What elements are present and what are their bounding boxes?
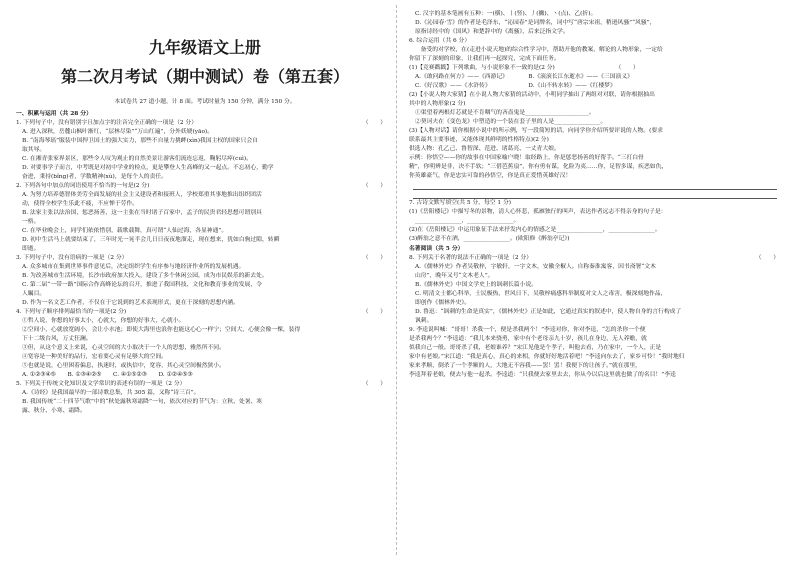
option: A.《儒林外史》作者吴敬梓，字敏轩，一字文木，安徽全椒人。自称秦淮寓客，因书斋署“文木 <box>415 264 656 270</box>
answer-blank-line[interactable] <box>413 181 777 190</box>
option: B.《儒林外史》中国文学史上的讽刺长篇小说。 <box>415 282 538 288</box>
question-9 <box>409 326 787 335</box>
option: C. 第二届“一带一路”国际合作高峰论坛的召开，推进了我国科技、文化和教育事业的发展，令 <box>22 282 262 288</box>
text-line: (2)在《岳阳楼记》中运用象征手法来抒发内心的情感之是________________，________________。 <box>409 227 661 233</box>
fill-line: ②契诃夫在《变色龙》中塑造的一个装在套子里的人是________________。 <box>415 119 607 125</box>
question-1 <box>16 119 394 128</box>
option: C. 在湘青张家界景区，那些令人叹为观止的自然美景让游客们流连忘返，鞠躬尽瘁(cuì)。 <box>22 156 252 162</box>
answer-paren: （ ） <box>755 255 779 261</box>
sentence-line: ④宽容是一种美好的品行，宏看要心灵有足够大的空间。 <box>22 354 167 360</box>
option: 原指诗经中的《国风》和楚辞中的《离骚》，后来泛指文学。 <box>415 29 569 35</box>
text-line: 李逵拜着老娘，便去与他一起杀。李逵道：“只我便去家里去去，你从今以后这里就也做了的名目！”李逵 <box>409 372 676 378</box>
question-2 <box>16 182 394 191</box>
title-line-2: 第二次月考试（期中测试）卷（第五套） <box>60 67 349 86</box>
question-1-stem: 1. 下列句子中，没有错别字且加点字的注音完全正确的一项是（2 分） <box>16 120 198 126</box>
answer-blank-line[interactable] <box>413 190 777 199</box>
answer-paren: （ ） <box>362 255 386 261</box>
option: B. 我国传统“二十四节气歌”中的“秋处露秋寒霜降”一句，依次对应的节气为：立秋、处暑、寒 <box>22 399 263 405</box>
section-heading-1: 一、积累与运用（共 28 分） <box>16 111 92 117</box>
option: D. 初中生活马上就要结束了，三年时光一晃半会儿日日夜夜地溜走，现在想来，犹如白驹过隙，转瞬 <box>22 237 280 243</box>
text-line: 备受的对学校，在(走进小说天地)的综合性学习中，帮助开他的教案，解论的人物形象，一定给 <box>409 47 663 53</box>
option: 露、秋分、小寒、霜降。 <box>22 408 86 414</box>
text-line: 似我自己一般。哥哥杀了我，老娘谁养？”宋江见他是个孝子，叫他去看，乃在家中，一个人，正是 <box>409 345 662 351</box>
option: D. 对要事学子而言，中考既是对初中学业的检点，更是攀登人生高峰的又一起点。不忘初心，勤学 <box>22 165 274 171</box>
answer-paren: （ ） <box>362 183 386 189</box>
text-line: 供选人物：孔乙己、鲁智深、范进、诸葛亮、一丈青大娘。 <box>409 146 560 152</box>
option: 动，使得全校学生乐此不疲，不应惮于劳作。 <box>22 201 138 207</box>
text-line: 家来孝顺，倒杀了一个孝顺的人，大地无不容我——罢！罢！我便下的让孩子。”就在那里， <box>409 363 641 369</box>
option: A.《敢问路在何方》——《西游记》 B.《滚滚长江东逝水》——《三国演义》 <box>415 74 633 80</box>
text-line: 精”，你明辨是非，决不手软；“三借芭蕉扇”，你有勇有谋，化险为夷……你，足智多谋，疾恶如仇， <box>409 164 668 170</box>
option: D. 鲁迅：“讽刺的生命是真实”，《儒林外史》正是如此，它通过真实的叙述中，使人物自身的言行构成了 <box>415 309 682 315</box>
option: C.《好汉歌》——《水浒传》 D.《山不转水转》——《红楼梦》 <box>415 83 616 89</box>
option: A. ①②③④⑤ B. ①③④②⑤ C. ④①⑤②③ D. ①②④⑤③ <box>22 372 193 378</box>
answer-paren: （ ） <box>362 381 386 387</box>
left-column <box>16 10 394 416</box>
option: 山房”，晚年又号“文木老人”。 <box>415 273 494 279</box>
option: A. 进入深秋，岳麓山枫叶渐红，“层林尽染”“万山红遍”，分外妖娆(yāo)。 <box>22 129 213 135</box>
option: 即创作《儒林外史》。 <box>415 300 471 306</box>
option: 一格。 <box>22 219 40 225</box>
title-line-1: 九年级语文上册 <box>148 38 261 57</box>
option: C. 在毕业晚会上，同学们依依惜别，载歌载舞，真可谓“人仙过海，各显神通”。 <box>22 228 228 234</box>
question-5 <box>16 380 394 389</box>
text-line: 你留下了深刻的印象，让我们再一起探究，完成下面任务。 <box>409 56 560 62</box>
option: B. 法家主张以法治国，惩恶扬善，这一主张在当时诸子百家中，孟子的民贵君轻思想可谓别具 <box>22 210 262 216</box>
option: A.《诗经》是我国最早的一部诗歌总集，共 305 篇，又称“诗三百”。 <box>22 390 200 396</box>
sentence-line: 下十二级台风，万丈狂澜。 <box>22 336 92 342</box>
question-7-stem: 7. 古诗文默写填空(共 5 分，每空 1 分) <box>409 200 512 206</box>
text-line: 是杀我两个？”李逵道：“我儿本来骁勇，家中有个老母亲九十岁，孩儿在身边，无人养赡，就 <box>409 336 647 342</box>
question-6-stem: 6. 综合运用（共 6 分） <box>409 38 471 44</box>
option: 奋进，秉持(bǐng)者，学数精神(xù)，是每个人的责任。 <box>22 174 167 180</box>
answer-paren: （ ） <box>362 120 386 126</box>
option: 讽刺。 <box>415 318 433 324</box>
option: B. 为改善城市生活环境，长沙市政府加大投入，建设了多个休闲公园，成为市民娱乐的新去处。 <box>22 273 268 279</box>
text-line: 家中有老娘。”宋江道：“我是真心，真心的来相，你就好好地活着吧！”李逵向东去了，家乡可怜！“我时地归 <box>409 354 685 360</box>
sentence-line: ③但，从这个意义上来说，心灵空间的大小取决于一个人的思想，雅然所不同。 <box>22 345 225 351</box>
text-line: 联系最其主要事迹，又能体现其鲜明的性格特点)(2 分) <box>409 137 549 143</box>
question-2-stem: 2. 下列各句中加点的词语使用不恰当的一句是(2 分) <box>16 183 150 189</box>
question-7 <box>409 199 787 208</box>
fill-line: ①渠望着两根灯芯就是不肯咽气的吝啬鬼是______________________。 <box>415 110 595 116</box>
option: 人瞩目。 <box>22 291 46 297</box>
option: 取其辱。 <box>22 147 46 153</box>
section-heading-reading: 名著阅读（共 5 分） <box>409 246 464 252</box>
option: D.《沁园春·雪》的作者是毛泽东，“沁园春”是词牌名，词中写“唐宗宋祖，稍逊风骚”“风骚”， <box>415 20 656 26</box>
option: 即逝。 <box>22 246 40 252</box>
option: C. 汉字的基本笔画有五种：一(横)、丨(竖)、丿(撇)、丶(点)、乙(折)。 <box>415 11 597 17</box>
option: A. 众多城市在集到世界事件意见后，决定组织学生有序参与地经济作业所的发展机遇。 <box>22 264 245 270</box>
text-line: 其中的人物形象(2 分) <box>409 101 466 107</box>
question-3 <box>16 254 394 263</box>
option: D. 作为一名文艺工作者，不仅在于它说到的艺术表现形式，更在于深刻的思想内涵。 <box>22 300 239 306</box>
text-line: (3)【人物对话】请你根据小说中的所示例，写一段简短的话，向同学你介绍所要评说的人物。(要求 <box>409 128 663 134</box>
question-8 <box>409 254 787 263</box>
question-8-stem: 8. 下列关于名著的说法不正确的一项是（2 分） <box>409 255 533 261</box>
question-9-stem: 9. 李逵说叫喊：“哥哥！杀我一个，便是杀我两个！”李逵对你，你对李逵，“怎的杀你一个便 <box>409 327 646 333</box>
question-4-stem: 4. 下列句子顺序排列最恰当的一项是(2 分) <box>16 309 127 315</box>
option: B. “南海琴瑶”服装中国捍卫国土的强大实力，那些不自量力挑衅(xìn)我国主权的国家只会自 <box>22 138 258 144</box>
text-line: 示例：你悟空——你的故事在中国家喻户晓！取经路上，你是惩恶扬善的好帮手。“三打白骨 <box>409 155 644 161</box>
text-line: 你英雄豪气，你是忠实可靠的孙悟空，你是真正爱惜英雄好汉！ <box>409 173 572 179</box>
question-5-stem: 5. 下列关于传统文化知识及文学常识的表述有误的一项是（2 分） <box>16 381 186 387</box>
option: C. 明清文士都心科举，士民极热，世风日下，吴敬梓痛感科举制度对文人之毒害，极深刻地作品， <box>415 291 667 297</box>
right-column <box>409 10 787 380</box>
option: A. 为努力培养德智体美劳全面发展的社会主义建设者和接班人，学校郑重其事地推出组织团活 <box>22 192 262 198</box>
text-line: (1)【竞赛戳戳】下列歌曲，与小说形象不一致的是(2 分) （ ） <box>409 65 639 71</box>
text-line: (3)醉翁之意不在酒，________________。(欧阳修《醉翁亭记》) <box>409 236 570 242</box>
column-divider <box>396 5 397 555</box>
question-6 <box>409 37 787 46</box>
text-line: (1)《岳阳楼记》中描写冬的景物，清人心怀悲，孤雁独行的叫声，表达作者远志不得亲身的句子是： <box>409 209 667 215</box>
question-4 <box>16 308 394 317</box>
sentence-line: ②空间小，心就放宽阔小，会让小水池；即使大海里也浪你也能这心心一样宁；空间大，心便会像一棵，装得 <box>22 327 301 333</box>
answer-paren: （ ） <box>362 309 386 315</box>
sentence-line: ⑤也就是说，心里困着偏息，执迷时，或执信中，宽容，其心灵空间极然狭小。 <box>22 363 225 369</box>
text-line: (2)【小说人物大家猜】在小说人物大家猜的活动中，小明同学抽出了两组对对联，请你根据抽出 <box>409 92 655 98</box>
sentence-line: ①哲人说，你想的好事太小，心就大，你想的好事大，心就小。 <box>22 318 185 324</box>
question-3-stem: 3. 下列句子中，没有语病的一项是（2 分） <box>16 255 128 261</box>
fill-line: ________________，________________。 <box>415 218 520 224</box>
exam-info: 本试卷共 27 道小题，计 8 面。考试时量为 150 分钟，满分 150 分。 <box>114 99 296 105</box>
